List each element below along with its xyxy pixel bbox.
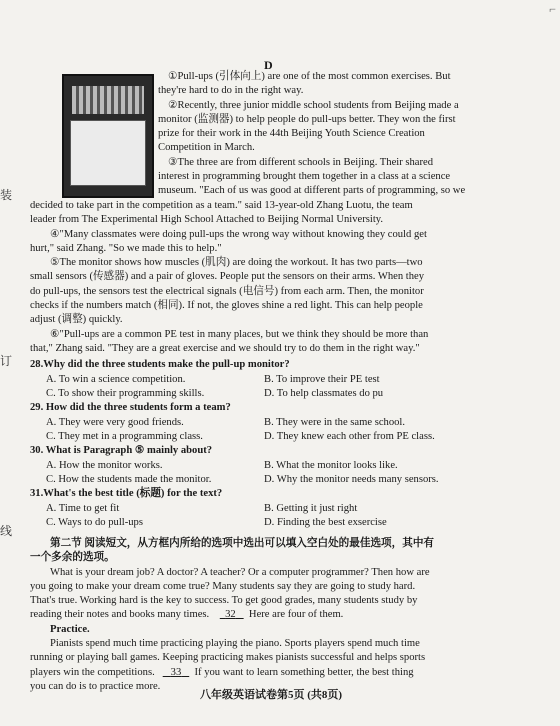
passage-line: leader from The Experimental High School Attached to Beijing Normal University. [30, 214, 384, 226]
passage-line: hurt," said Zhang. "So we made this to help." [30, 242, 222, 254]
passage2-line: That's true. Working hard is the key to success. To get good grades, many students study by [30, 595, 418, 607]
section-letter: D [264, 58, 273, 72]
passage-line: interest in programming brought them together in a class at a science [158, 171, 451, 183]
blank-32[interactable]: 32 [225, 609, 236, 621]
photo-header-strip [72, 86, 144, 114]
passage-line: Competition in March. [158, 142, 255, 154]
passage-line: museum. "Each of us was good at different parts of programming, so we [158, 185, 466, 197]
passage2-line: running or playing ball games. Keeping practicing makes pianists successful and helps sports [30, 652, 426, 664]
passage2-line: you can do is to practice more. [30, 680, 161, 692]
passage2-text: reading their notes and books many times. [30, 609, 210, 621]
option-28-b[interactable]: B. To improve their PE test [264, 374, 380, 385]
option-31-d[interactable]: D. Finding the best exsercise [264, 517, 387, 528]
option-30-d[interactable]: D. Why the monitor needs many sensors. [264, 474, 439, 485]
binding-mark-bottom: 线 [0, 524, 13, 538]
passage-line: ⑤The monitor shows how muscles (肌肉) are doing the workout. It has two parts—two [50, 257, 423, 269]
passage-line: do pull-ups, the sensors test the electrical signals (电信号) from each arm. Then, the monitor [30, 285, 424, 297]
passage-line: checks if the numbers match (相同). If not, the gloves shine a red light. This can help people [30, 300, 423, 312]
passage-body [30, 199, 540, 356]
passage-line: ③The three are from different schools in Beijing. Their shared [168, 156, 434, 168]
passage2-line: you going to make your dream come true? Many students say they are going to study hard. [30, 580, 416, 592]
option-28-a[interactable]: A. To win a science competition. [46, 374, 186, 385]
question-31: 31.What's the best title (标题) for the text? [30, 488, 223, 499]
passage-line: they're hard to do in the right way. [158, 85, 304, 97]
passage-line: decided to take part in the competition as a team." said 13-year-old Zhang Luotu, the team [30, 200, 413, 211]
corner-mark: ⌐ [549, 2, 556, 16]
passage-top-block [158, 70, 540, 199]
binding-mark-mid: 订 [0, 354, 13, 368]
option-28-c[interactable]: C. To show their programming skills. [46, 388, 205, 399]
option-31-c[interactable]: C. Ways to do pull-ups [46, 517, 143, 528]
page-footer: 八年级英语试卷第5页 (共8页) [200, 689, 343, 701]
photo-screen [70, 120, 146, 186]
passage-line: ②Recently, three junior middle school students from Beijing made a [168, 99, 459, 111]
passage2-line-blank33 [30, 666, 540, 680]
subheading-practice: Practice. [50, 623, 90, 635]
monitor-photo [62, 74, 154, 198]
option-30-a[interactable]: A. How the monitor works. [46, 460, 163, 471]
option-29-a[interactable]: A. They were very good friends. [46, 417, 184, 428]
passage2-text: If you want to learn something better, the best thing [194, 666, 414, 678]
passage-line: ①Pull-ups (引体向上) are one of the most common exercises. But [168, 71, 451, 82]
option-29-d[interactable]: D. They knew each other from PE class. [264, 431, 435, 442]
passage-line: that," Zhang said. "They are a great exercise and we should try to do them in the right way." [30, 342, 420, 354]
passage2-line: Pianists spend much time practicing playing the piano. Sports players spend much time [50, 638, 420, 650]
option-28-d[interactable]: D. To help classmates do pu [264, 388, 384, 399]
passage2-text: players win the competitions. [30, 666, 155, 678]
binding-mark-top: 装 [0, 188, 13, 202]
question-28: 28.Why did the three students make the pull-up monitor? [30, 359, 290, 370]
option-29-b[interactable]: B. They were in the same school. [264, 417, 406, 428]
option-31-a[interactable]: A. Time to get fit [46, 503, 120, 514]
passage-line: ④"Many classmates were doing pull-ups the wrong way without knowing they could get [50, 228, 427, 240]
passage2-line: What is your dream job? A doctor? A teacher? Or a computer programmer? Then how are [50, 566, 430, 578]
option-30-b[interactable]: B. What the monitor looks like. [264, 460, 398, 471]
section2-instructions: 第二节 阅读短文，从方框内所给的选项中选出可以填入空白处的最佳选项，其中有 [50, 538, 435, 549]
passage2-line-blank32 [30, 608, 540, 622]
section2-instructions-cont: 一个多余的选项。 [30, 552, 115, 564]
section2-body [30, 537, 540, 694]
passage-line: prize for their work in the 44th Beijing Youth Science Creation [158, 128, 425, 140]
option-30-c[interactable]: C. How the students made the monitor. [46, 474, 212, 485]
option-29-c[interactable]: C. They met in a programming class. [46, 431, 203, 442]
passage-line: adjust (调整) quickly. [30, 314, 123, 326]
passage2-text: Here are four of them. [248, 609, 344, 621]
question-30: 30. What is Paragraph ⑤ mainly about? [30, 445, 213, 456]
option-31-b[interactable]: B. Getting it just right [264, 503, 358, 514]
passage-line: monitor (监测器) to help people do pull-ups better. They won the first [158, 113, 456, 125]
passage-line: small sensors (传感器) and a pair of gloves. People put the sensors on their arms. When they [30, 271, 425, 283]
blank-33[interactable]: 33 [170, 666, 182, 678]
passage-line: ⑥"Pull-ups are a common PE test in many places, but we think they should be more than [50, 328, 429, 340]
question-29: 29. How did the three students form a team? [30, 402, 231, 413]
